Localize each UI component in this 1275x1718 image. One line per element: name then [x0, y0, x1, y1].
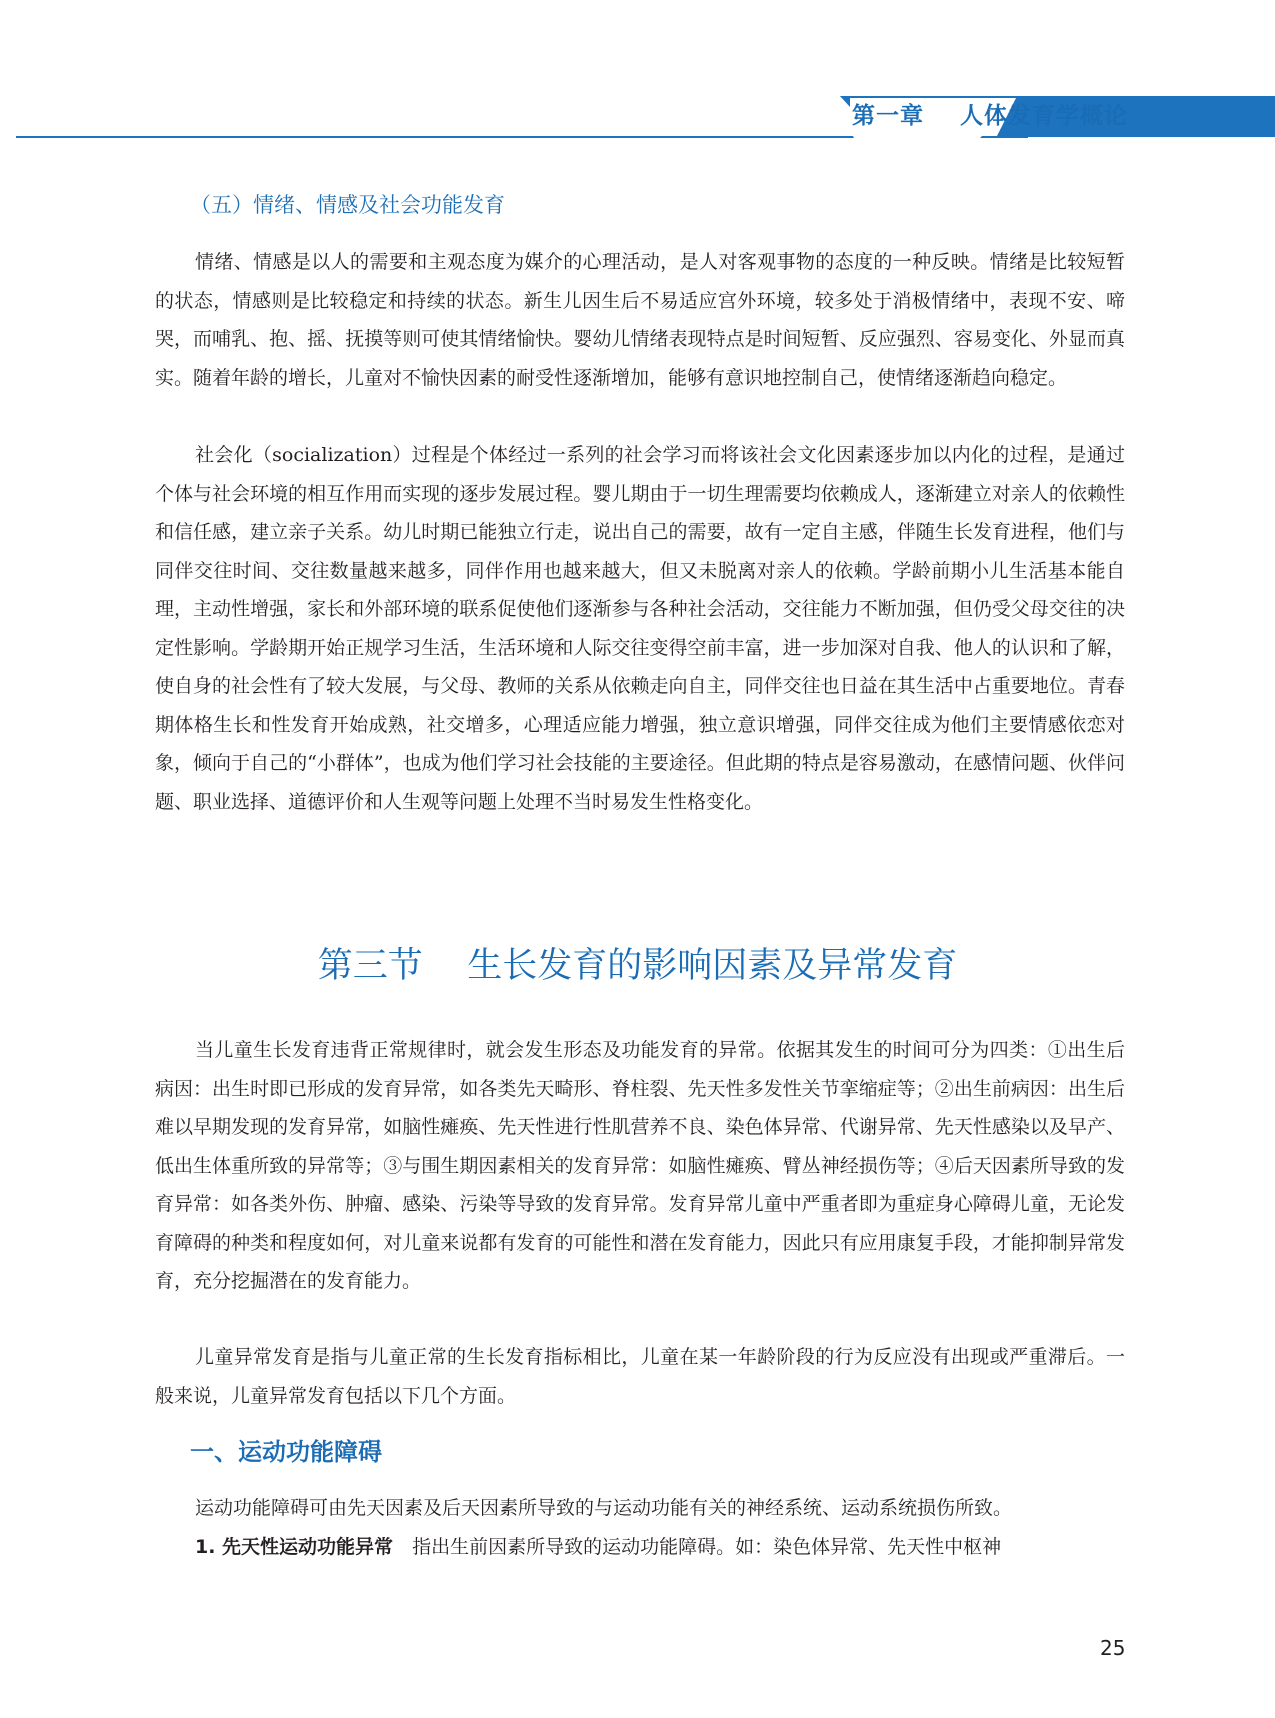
sub-item-lead: 1. 先天性运动功能异常: [195, 1536, 394, 1558]
chapter-title: 第一章 人体发育学概论: [852, 103, 1129, 129]
paragraph-emotion: 情绪、情感是以人的需要和主观态度为媒介的心理活动，是人对客观事物的态度的一种反映。情绪是比较短暂的状态，情感则是比较稳定和持续的状态。新生儿因生后不易适应宫外环境，较多处于消极情绪中，表现不安、啼哭，而哺乳、抱、摇、抚摸等则可使其情绪愉快。婴幼儿情绪表现特点是时间短暂、反应强烈、容易变化、外显而真实。随着年龄的增长，儿童对不愉快因素的耐受性逐渐增加，能够有意识地控制自己，使情绪逐渐趋向稳定。: [155, 251, 1125, 389]
paragraph-socialization: 社会化（socialization）过程是个体经过一系列的社会学习而将该社会文化因素逐步加以内化的过程，是通过个体与社会环境的相互作用而实现的逐步发展过程。婴儿期由于一切生理需要均依赖成人，逐渐建立对亲人的依赖性和信任感，建立亲子关系。幼儿时期已能独立行走，说出自己的需要，故有一定自主感，伴随生长发育进程，他们与同伴交往时间、交往数量越来越多，同伴作用也越来越大，但又未脱离对亲人的依赖。学龄前期小儿生活基本能自理，主动性增强，家长和外部环境的联系促使他们逐渐参与各种社会活动，交往能力不断加强，但仍受父母交往的决定性影响。学龄期开始正规学习生活，生活环境和人际交往变得空前丰富，进一步加深对自我、他人的认识和了解，使自身的社会性有了较大发展，与父母、教师的关系从依赖走向自主，同伴交往也日益在其生活中占重要地位。青春期体格生长和性发育开始成熟，社交增多，心理适应能力增强，独立意识增强，同伴交往成为他们主要情感依恋对象，倾向于自己的“小群体”，也成为他们学习社会技能的主要途径。但此期的特点是容易激动，在感情问题、伙伴问题、职业选择、道德评价和人生观等问题上处理不当时易发生性格变化。: [155, 444, 1125, 813]
page-number: 25: [1100, 1636, 1126, 1660]
paragraph-congenital-motor: [155, 1528, 1125, 1567]
section-heading: 第三节 生长发育的影响因素及异常发育: [317, 946, 958, 986]
item-heading-motor: 一、运动功能障碍: [190, 1438, 382, 1466]
sub-item-text: 指出生前因素所导致的运动功能障碍。如：染色体异常、先天性中枢神: [412, 1536, 1002, 1558]
paragraph-motor-dysfunction: 运动功能障碍可由先天因素及后天因素所导致的与运动功能有关的神经系统、运动系统损伤所致。: [195, 1497, 1013, 1519]
subsection-heading: （五）情绪、情感及社会功能发育: [190, 193, 505, 217]
paragraph-abnormal-definition: 儿童异常发育是指与儿童正常的生长发育指标相比，儿童在某一年龄阶段的行为反应没有出现或严重滞后。一般来说，儿童异常发育包括以下几个方面。: [155, 1346, 1125, 1407]
paragraph-abnormal-development: 当儿童生长发育违背正常规律时，就会发生形态及功能发育的异常。依据其发生的时间可分为四类：①出生后病因：出生时即已形成的发育异常，如各类先天畸形、脊柱裂、先天性多发性关节挛缩症等；②出生前病因：出生后难以早期发现的发育异常，如脑性瘫痪、先天性进行性肌营养不良、染色体异常、代谢异常、先天性感染以及早产、低出生体重所致的异常等；③与围生期因素相关的发育异常：如脑性瘫痪、臂丛神经损伤等；④后天因素所导致的发育异常：如各类外伤、肿瘤、感染、污染等导致的发育异常。发育异常儿童中严重者即为重症身心障碍儿童，无论发育障碍的种类和程度如何，对儿童来说都有发育的可能性和潜在发育能力，因此只有应用康复手段，才能抑制异常发育，充分挖掘潜在的发育能力。: [155, 1039, 1125, 1292]
